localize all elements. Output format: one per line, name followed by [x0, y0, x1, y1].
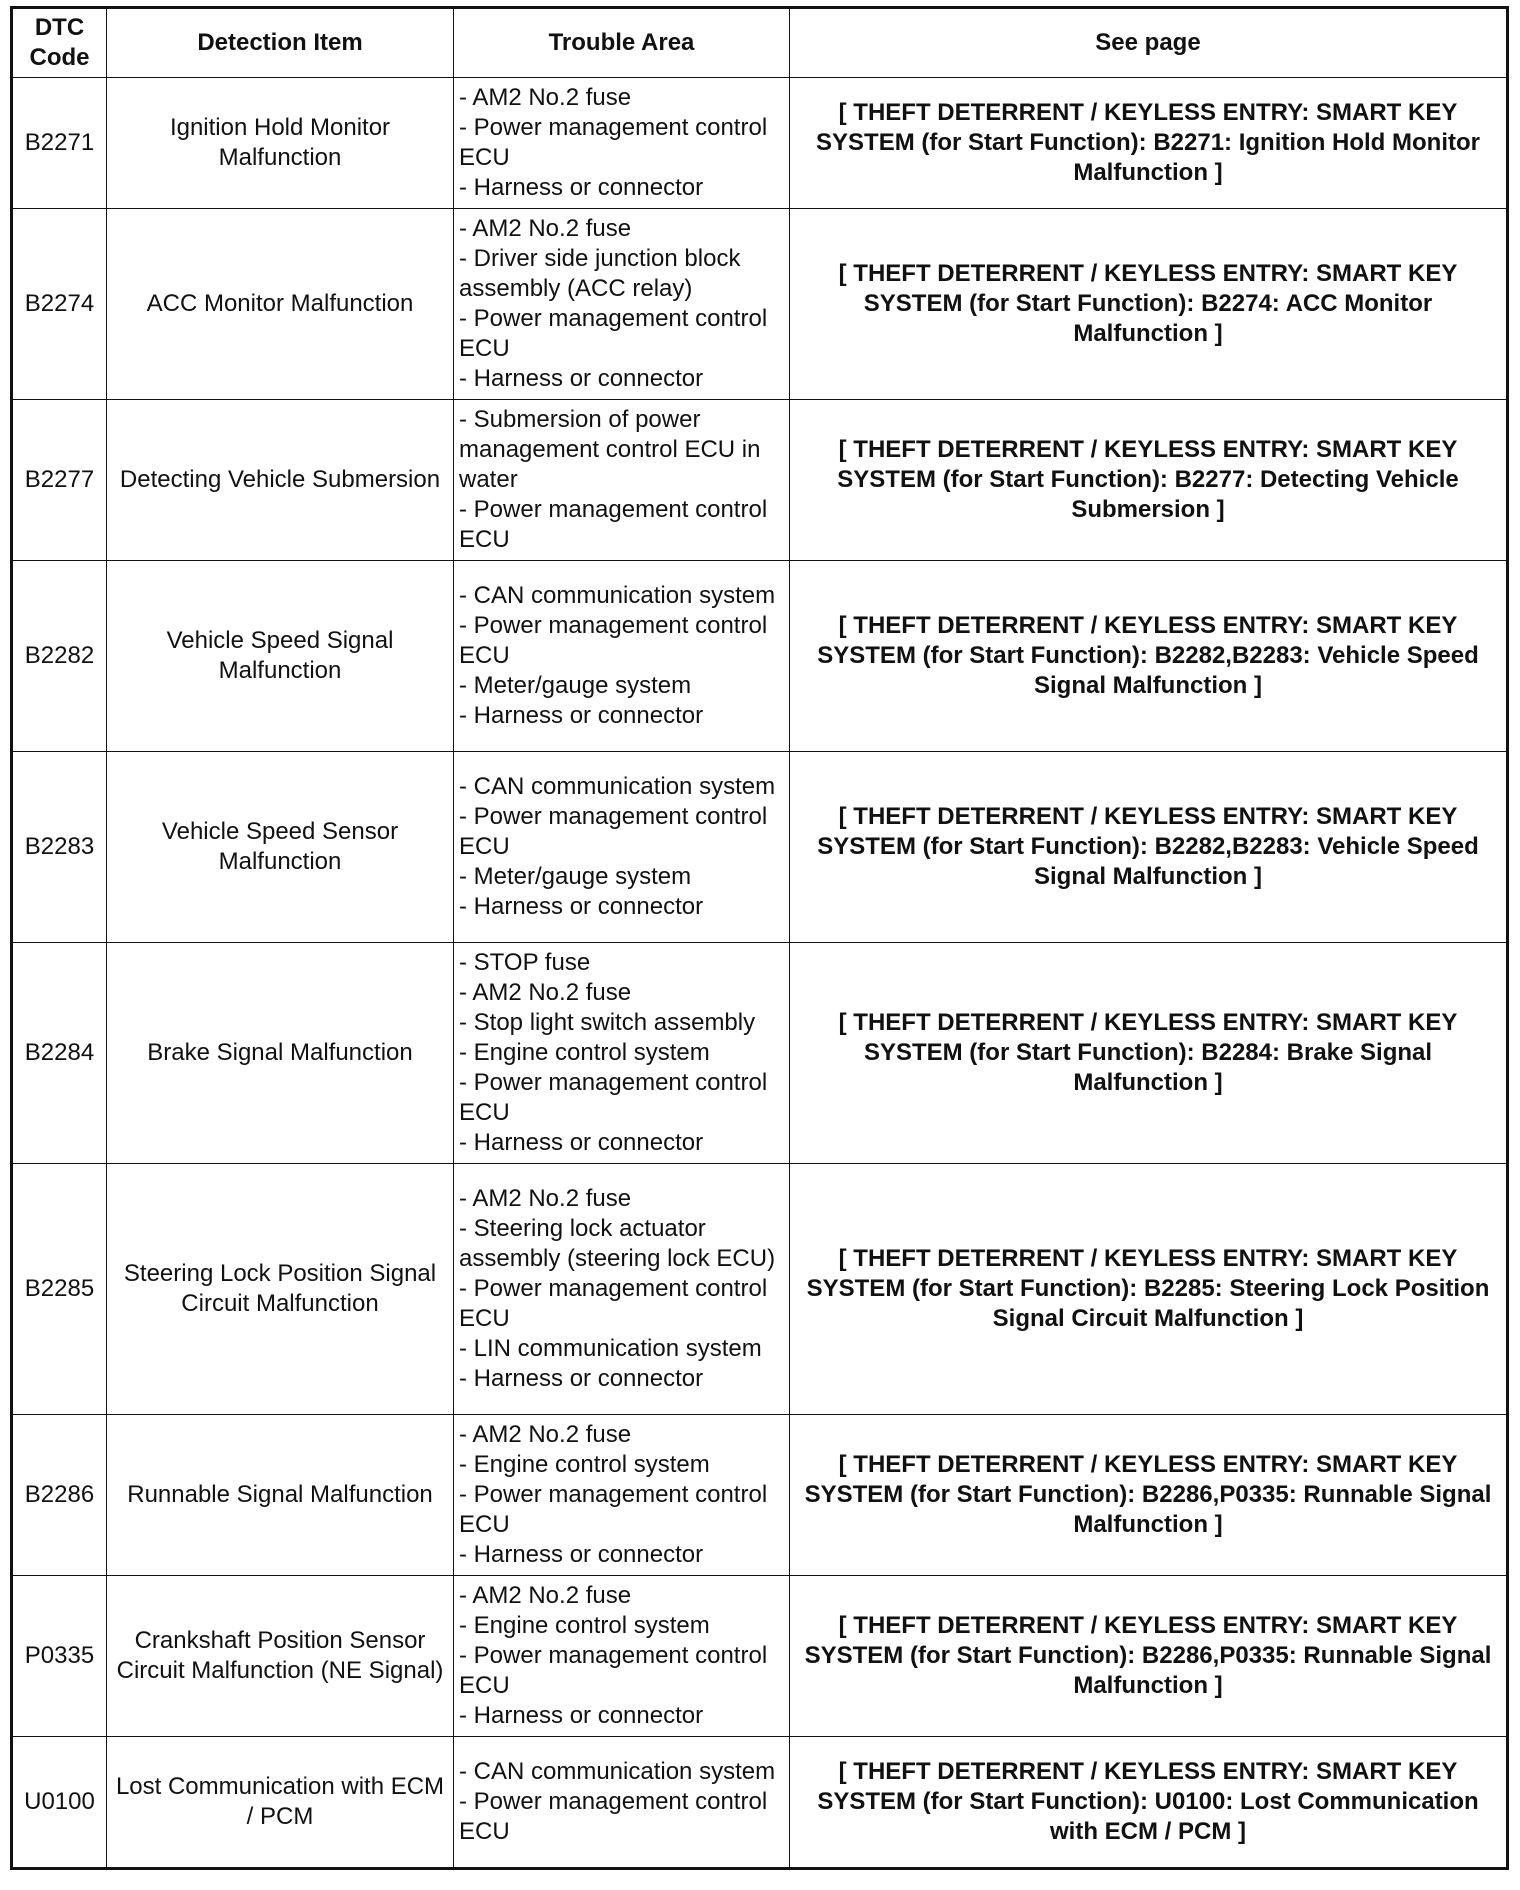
trouble-area-item: - Engine control system — [459, 1612, 710, 1639]
header-detection-item: Detection Item — [107, 8, 454, 78]
trouble-area-cell — [454, 209, 790, 400]
table-row — [12, 78, 1508, 209]
trouble-area-cell — [454, 400, 790, 561]
dtc-code-cell: B2283 — [12, 752, 107, 943]
trouble-area-item: - Harness or connector — [459, 1541, 704, 1568]
trouble-area-item: - Stop light switch assembly — [459, 1009, 756, 1036]
dtc-code-cell: B2286 — [12, 1415, 107, 1576]
table-row — [12, 561, 1508, 752]
see-page-link[interactable]: [ THEFT DETERRENT / KEYLESS ENTRY: SMART KEY SYSTEM (for Start Function): B2285: Steering Lock Position Signal Circuit Malfunction ] — [790, 1164, 1508, 1415]
trouble-area-item: - Driver side junction block assembly (ACC relay) — [459, 245, 741, 302]
trouble-area-item: - Engine control system — [459, 1039, 710, 1066]
trouble-area-item: - Harness or connector — [459, 893, 704, 920]
detection-item-cell: ACC Monitor Malfunction — [107, 209, 454, 400]
trouble-area-cell — [454, 1415, 790, 1576]
dtc-code-cell: P0335 — [12, 1576, 107, 1737]
detection-item-cell: Brake Signal Malfunction — [107, 943, 454, 1164]
dtc-table — [10, 6, 1509, 1870]
trouble-area-item: - Power management control ECU — [459, 1481, 768, 1538]
trouble-area-item: - CAN communication system — [459, 773, 776, 800]
table-row — [12, 209, 1508, 400]
header-dtc-code — [12, 8, 107, 78]
trouble-area-item: - Submersion of power management control ECU in water — [459, 406, 761, 493]
see-page-link[interactable]: [ THEFT DETERRENT / KEYLESS ENTRY: SMART KEY SYSTEM (for Start Function): U0100: Lost Communication with ECM / PCM ] — [790, 1737, 1508, 1869]
detection-item-cell: Steering Lock Position Signal Circuit Malfunction — [107, 1164, 454, 1415]
see-page-link[interactable]: [ THEFT DETERRENT / KEYLESS ENTRY: SMART KEY SYSTEM (for Start Function): B2274: ACC Monitor Malfunction ] — [790, 209, 1508, 400]
detection-item-cell: Lost Communication with ECM / PCM — [107, 1737, 454, 1869]
trouble-area-cell — [454, 1737, 790, 1869]
header-dtc-code-line1: DTC — [34, 14, 85, 41]
trouble-area-cell — [454, 1576, 790, 1737]
trouble-area-item: - AM2 No.2 fuse — [459, 1185, 632, 1212]
trouble-area-item: - CAN communication system — [459, 1758, 776, 1785]
dtc-code-cell: U0100 — [12, 1737, 107, 1869]
trouble-area-item: - Engine control system — [459, 1451, 710, 1478]
trouble-area-item: - Power management control ECU — [459, 305, 768, 362]
trouble-area-item: - LIN communication system — [459, 1335, 762, 1362]
trouble-area-item: - Harness or connector — [459, 1365, 704, 1392]
see-page-link[interactable]: [ THEFT DETERRENT / KEYLESS ENTRY: SMART KEY SYSTEM (for Start Function): B2282,B2283: Vehicle Speed Signal Malfunction ] — [790, 561, 1508, 752]
trouble-area-item: - Steering lock actuator assembly (steering lock ECU) — [459, 1215, 776, 1272]
detection-item-cell: Runnable Signal Malfunction — [107, 1415, 454, 1576]
trouble-area-item: - AM2 No.2 fuse — [459, 1582, 632, 1609]
detection-item-cell: Detecting Vehicle Submersion — [107, 400, 454, 561]
see-page-link[interactable]: [ THEFT DETERRENT / KEYLESS ENTRY: SMART KEY SYSTEM (for Start Function): B2271: Ignition Hold Monitor Malfunction ] — [790, 78, 1508, 209]
trouble-area-item: - AM2 No.2 fuse — [459, 1421, 632, 1448]
trouble-area-cell — [454, 943, 790, 1164]
table-row — [12, 1576, 1508, 1737]
trouble-area-item: - Power management control ECU — [459, 1275, 768, 1332]
table-row — [12, 1737, 1508, 1869]
trouble-area-cell — [454, 78, 790, 209]
trouble-area-item: - Harness or connector — [459, 365, 704, 392]
header-see-page: See page — [790, 8, 1508, 78]
trouble-area-item: - Power management control ECU — [459, 803, 768, 860]
trouble-area-item: - STOP fuse — [459, 949, 591, 976]
header-trouble-area: Trouble Area — [454, 8, 790, 78]
detection-item-cell: Ignition Hold Monitor Malfunction — [107, 78, 454, 209]
table-row — [12, 1164, 1508, 1415]
trouble-area-item: - AM2 No.2 fuse — [459, 84, 632, 111]
trouble-area-item: - Power management control ECU — [459, 1642, 768, 1699]
trouble-area-cell — [454, 561, 790, 752]
dtc-code-cell: B2282 — [12, 561, 107, 752]
header-dtc-code-line2: Code — [29, 44, 90, 71]
see-page-link[interactable]: [ THEFT DETERRENT / KEYLESS ENTRY: SMART KEY SYSTEM (for Start Function): B2286,P0335: Runnable Signal Malfunction ] — [790, 1415, 1508, 1576]
trouble-area-item: - CAN communication system — [459, 582, 776, 609]
trouble-area-cell — [454, 1164, 790, 1415]
trouble-area-cell — [454, 752, 790, 943]
trouble-area-item: - Harness or connector — [459, 702, 704, 729]
see-page-link[interactable]: [ THEFT DETERRENT / KEYLESS ENTRY: SMART KEY SYSTEM (for Start Function): B2277: Detecting Vehicle Submersion ] — [790, 400, 1508, 561]
trouble-area-item: - Power management control ECU — [459, 612, 768, 669]
trouble-area-item: - Power management control ECU — [459, 1788, 768, 1845]
detection-item-cell: Vehicle Speed Signal Malfunction — [107, 561, 454, 752]
dtc-table-container — [10, 6, 1509, 1870]
dtc-code-cell: B2285 — [12, 1164, 107, 1415]
trouble-area-item: - Power management control ECU — [459, 496, 768, 553]
see-page-link[interactable]: [ THEFT DETERRENT / KEYLESS ENTRY: SMART KEY SYSTEM (for Start Function): B2286,P0335: Runnable Signal Malfunction ] — [790, 1576, 1508, 1737]
trouble-area-item: - Harness or connector — [459, 1129, 704, 1156]
trouble-area-item: - Harness or connector — [459, 174, 704, 201]
table-row — [12, 943, 1508, 1164]
dtc-code-cell: B2284 — [12, 943, 107, 1164]
trouble-area-item: - AM2 No.2 fuse — [459, 979, 632, 1006]
trouble-area-item: - Meter/gauge system — [459, 863, 692, 890]
table-header-row — [12, 8, 1508, 78]
trouble-area-item: - AM2 No.2 fuse — [459, 215, 632, 242]
detection-item-cell: Vehicle Speed Sensor Malfunction — [107, 752, 454, 943]
trouble-area-item: - Power management control ECU — [459, 1069, 768, 1126]
see-page-link[interactable]: [ THEFT DETERRENT / KEYLESS ENTRY: SMART KEY SYSTEM (for Start Function): B2282,B2283: Vehicle Speed Signal Malfunction ] — [790, 752, 1508, 943]
table-row — [12, 400, 1508, 561]
table-row — [12, 752, 1508, 943]
detection-item-cell: Crankshaft Position Sensor Circuit Malfunction (NE Signal) — [107, 1576, 454, 1737]
trouble-area-item: - Harness or connector — [459, 1702, 704, 1729]
dtc-code-cell: B2274 — [12, 209, 107, 400]
dtc-code-cell: B2271 — [12, 78, 107, 209]
table-row — [12, 1415, 1508, 1576]
trouble-area-item: - Power management control ECU — [459, 114, 768, 171]
trouble-area-item: - Meter/gauge system — [459, 672, 692, 699]
see-page-link[interactable]: [ THEFT DETERRENT / KEYLESS ENTRY: SMART KEY SYSTEM (for Start Function): B2284: Brake Signal Malfunction ] — [790, 943, 1508, 1164]
dtc-code-cell: B2277 — [12, 400, 107, 561]
